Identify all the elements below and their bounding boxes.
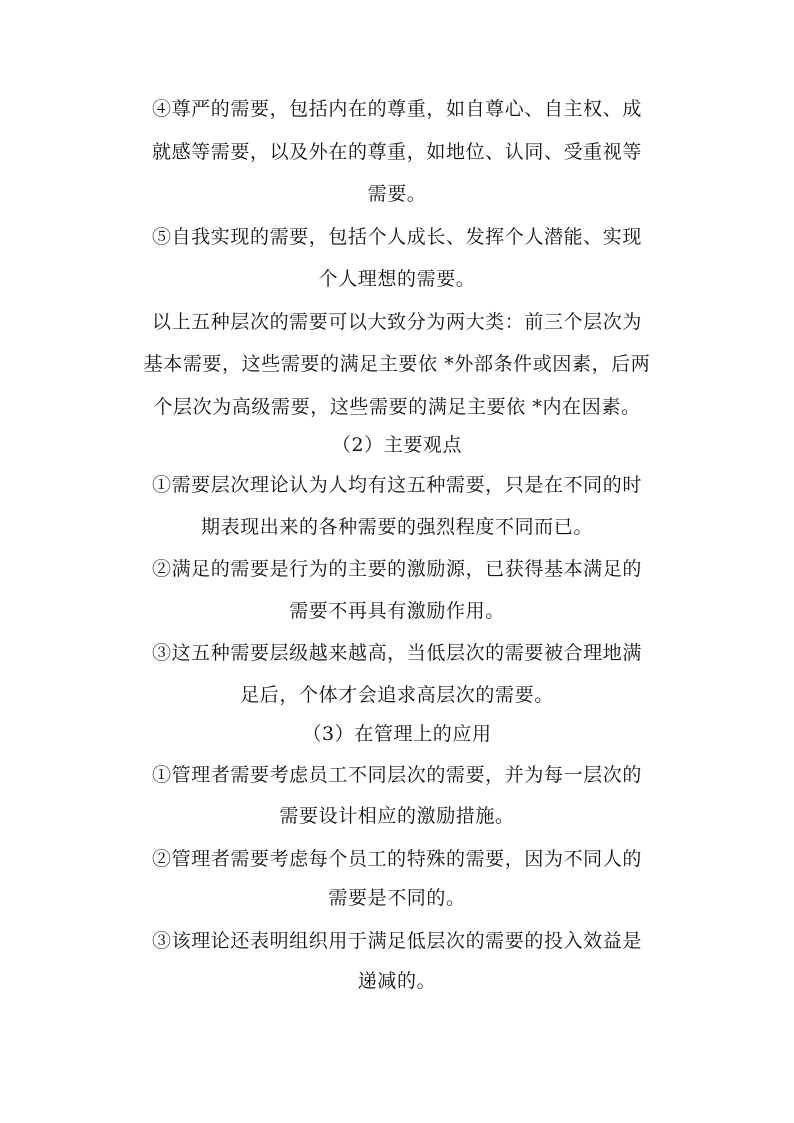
text-line: ⑤自我实现的需要，包括个人成长、发挥个人潜能、实现 xyxy=(151,226,642,248)
text-line: ①需要层次理论认为人均有这五种需要，只是在不同的时 xyxy=(151,474,642,496)
section-heading: （2）主要观点 xyxy=(331,434,463,456)
text-line: ③这五种需要层级越来越高，当低层次的需要被合理地满 xyxy=(151,642,642,664)
text-line: 个层次为高级需要，这些需要的满足主要依 *内在因素。 xyxy=(153,396,641,418)
text-line: 期表现出来的各种需要的强烈程度不同而已。 xyxy=(200,516,593,538)
text-line: 基本需要，这些需要的满足主要依 *外部条件或因素，后两 xyxy=(143,353,651,375)
section-heading: （3）在管理上的应用 xyxy=(302,723,492,745)
text-line: 需要是不同的。 xyxy=(328,887,466,909)
text-line: 需要。 xyxy=(367,183,427,205)
text-line: 足后，个体才会追求高层次的需要。 xyxy=(240,684,554,706)
text-line: 个人理想的需要。 xyxy=(318,268,476,290)
text-line: 需要不再具有激励作用。 xyxy=(289,600,505,622)
text-line: 以上五种层次的需要可以大致分为两大类：前三个层次为 xyxy=(151,311,642,333)
text-line: ②满足的需要是行为的主要的激励源，已获得基本满足的 xyxy=(151,558,642,580)
text-line: ②管理者需要考虑每个员工的特殊的需要，因为不同人的 xyxy=(151,848,642,870)
text-line: 就感等需要，以及外在的尊重，如地位、认同、受重视等 xyxy=(151,141,642,163)
text-line: ④尊严的需要，包括内在的尊重，如自尊心、自主权、成 xyxy=(151,98,642,120)
text-line: ①管理者需要考虑员工不同层次的需要，并为每一层次的 xyxy=(151,764,642,786)
text-line: 递减的。 xyxy=(357,970,437,992)
text-line: 需要设计相应的激励措施。 xyxy=(279,805,515,827)
text-line: ③该理论还表明组织用于满足低层次的需要的投入效益是 xyxy=(151,930,642,952)
